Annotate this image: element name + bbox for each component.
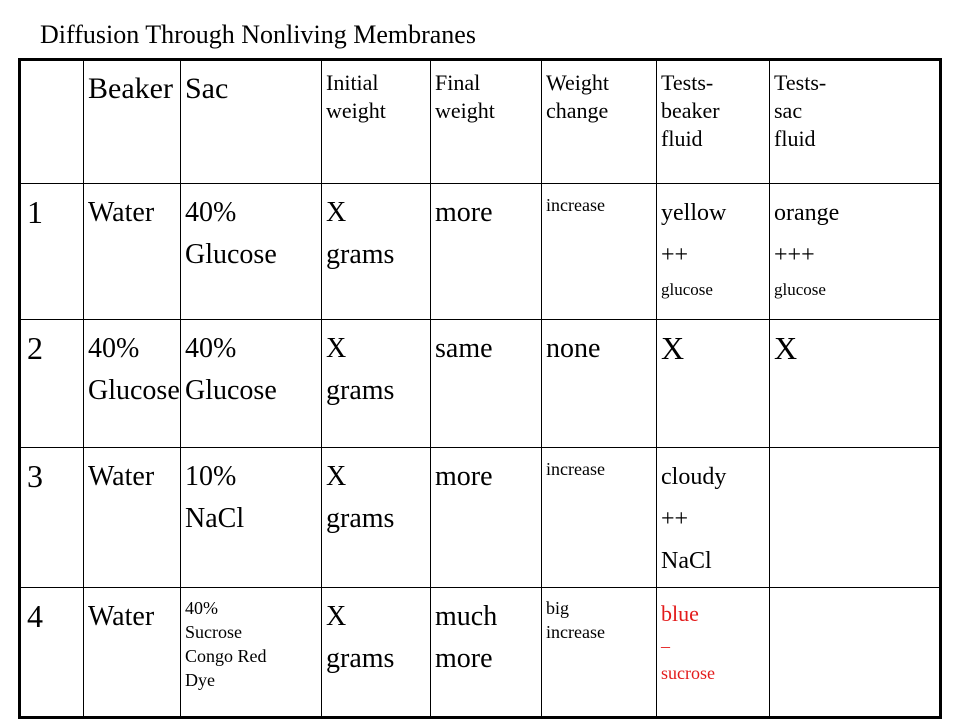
tests-sac-cell bbox=[770, 184, 941, 320]
initial-weight-line: X bbox=[326, 461, 347, 492]
weight-change-cell bbox=[542, 320, 657, 448]
weight-change-line: big bbox=[546, 598, 570, 618]
sac-line: 40% bbox=[185, 197, 237, 228]
tests-beaker-line: X bbox=[661, 330, 685, 366]
tests-beaker-cell bbox=[657, 448, 770, 588]
weight-change-line: increase bbox=[546, 459, 605, 479]
weight-change-line: increase bbox=[546, 622, 605, 642]
beaker-line: Water bbox=[88, 461, 155, 492]
sac-line: Glucose bbox=[185, 375, 277, 406]
initial-weight-cell bbox=[322, 320, 431, 448]
row-number: 2 bbox=[20, 320, 84, 448]
tests-beaker-line: NaCl bbox=[661, 548, 712, 574]
sac-cell bbox=[181, 320, 322, 448]
header-final-weight-line-1: Final bbox=[435, 70, 481, 95]
sac-line: 40% bbox=[185, 333, 237, 364]
sac-line: Dye bbox=[185, 670, 215, 690]
sac-cell bbox=[181, 588, 322, 718]
diffusion-results-table bbox=[18, 58, 942, 719]
header-initial-weight-line-2: weight bbox=[326, 98, 386, 123]
header-final-weight-line-2: weight bbox=[435, 98, 495, 123]
beaker-line: Water bbox=[88, 601, 155, 632]
tests-beaker-cell bbox=[657, 184, 770, 320]
tests-sac-line: X bbox=[774, 330, 798, 366]
initial-weight-cell bbox=[322, 588, 431, 718]
header-sac: Sac bbox=[181, 60, 322, 184]
initial-weight-line: X bbox=[326, 197, 347, 228]
sac-line: NaCl bbox=[185, 503, 245, 534]
header-tests-beaker-fluid bbox=[657, 60, 770, 184]
sac-line: Glucose bbox=[185, 239, 277, 270]
tests-beaker-line: glucose bbox=[661, 280, 713, 299]
tests-sac-line: glucose bbox=[774, 280, 826, 299]
header-tests-sac-line-1: Tests- bbox=[774, 70, 827, 95]
sac-cell bbox=[181, 184, 322, 320]
header-tests-sac-line-2: sac bbox=[774, 98, 803, 123]
initial-weight-line: grams bbox=[326, 643, 395, 674]
header-weight-change bbox=[542, 60, 657, 184]
weight-change-line: none bbox=[546, 333, 601, 364]
tests-beaker-cell bbox=[657, 320, 770, 448]
sac-line: Congo Red bbox=[185, 646, 267, 666]
tests-beaker-line: yellow bbox=[661, 200, 727, 226]
tests-sac-line: orange bbox=[774, 200, 840, 226]
beaker-line: Water bbox=[88, 197, 155, 228]
tests-sac-cell bbox=[770, 448, 941, 588]
header-beaker: Beaker bbox=[84, 60, 181, 184]
initial-weight-cell bbox=[322, 184, 431, 320]
header-weight-change-line-1: Weight bbox=[546, 70, 609, 95]
header-tests-beaker-line-3: fluid bbox=[661, 126, 703, 151]
tests-beaker-line: sucrose bbox=[661, 663, 715, 683]
initial-weight-cell bbox=[322, 448, 431, 588]
beaker-line: 40% bbox=[88, 333, 140, 364]
final-weight-cell bbox=[431, 448, 542, 588]
tests-sac-line: +++ bbox=[774, 242, 815, 268]
final-weight-line: same bbox=[435, 333, 493, 364]
tests-beaker-cell bbox=[657, 588, 770, 718]
initial-weight-line: grams bbox=[326, 239, 395, 270]
header-tests-sac-line-3: fluid bbox=[774, 126, 816, 151]
initial-weight-line: X bbox=[326, 333, 347, 364]
table-row-1 bbox=[20, 184, 941, 320]
sac-line: Sucrose bbox=[185, 622, 242, 642]
weight-change-line: increase bbox=[546, 195, 605, 215]
table-row-2 bbox=[20, 320, 941, 448]
header-initial-weight bbox=[322, 60, 431, 184]
initial-weight-line: grams bbox=[326, 375, 395, 406]
row-number: 3 bbox=[20, 448, 84, 588]
weight-change-cell bbox=[542, 184, 657, 320]
weight-change-cell bbox=[542, 448, 657, 588]
row-number: 1 bbox=[20, 184, 84, 320]
header-tests-beaker-line-2: beaker bbox=[661, 98, 720, 123]
final-weight-line: more bbox=[435, 461, 493, 492]
beaker-cell bbox=[84, 448, 181, 588]
header-tests-sac-fluid bbox=[770, 60, 941, 184]
header-initial-weight-line-1: Initial bbox=[326, 70, 379, 95]
initial-weight-line: grams bbox=[326, 503, 395, 534]
header-final-weight bbox=[431, 60, 542, 184]
weight-change-cell bbox=[542, 588, 657, 718]
header-number-cell bbox=[20, 60, 84, 184]
final-weight-line: more bbox=[435, 197, 493, 228]
beaker-cell bbox=[84, 588, 181, 718]
beaker-cell bbox=[84, 184, 181, 320]
row-number: 4 bbox=[20, 588, 84, 718]
final-weight-line: more bbox=[435, 643, 493, 674]
header-tests-beaker-line-1: Tests- bbox=[661, 70, 714, 95]
final-weight-line: much bbox=[435, 601, 498, 632]
tests-beaker-line: cloudy bbox=[661, 464, 727, 490]
tests-sac-cell bbox=[770, 588, 941, 718]
final-weight-cell bbox=[431, 184, 542, 320]
initial-weight-line: X bbox=[326, 601, 347, 632]
sac-cell bbox=[181, 448, 322, 588]
table-row-3 bbox=[20, 448, 941, 588]
beaker-cell bbox=[84, 320, 181, 448]
beaker-line: Glucose bbox=[88, 375, 180, 406]
tests-beaker-line: ++ bbox=[661, 242, 689, 268]
table-header-row bbox=[20, 60, 941, 184]
tests-beaker-line: – bbox=[661, 636, 670, 656]
table-row-4 bbox=[20, 588, 941, 718]
slide-title: Diffusion Through Nonliving Membranes bbox=[40, 20, 476, 49]
sac-line: 40% bbox=[185, 598, 218, 618]
sac-line: 10% bbox=[185, 461, 237, 492]
tests-beaker-line: ++ bbox=[661, 506, 689, 532]
tests-beaker-line: blue bbox=[661, 601, 699, 626]
tests-sac-cell bbox=[770, 320, 941, 448]
final-weight-cell bbox=[431, 588, 542, 718]
final-weight-cell bbox=[431, 320, 542, 448]
header-weight-change-line-2: change bbox=[546, 98, 609, 123]
